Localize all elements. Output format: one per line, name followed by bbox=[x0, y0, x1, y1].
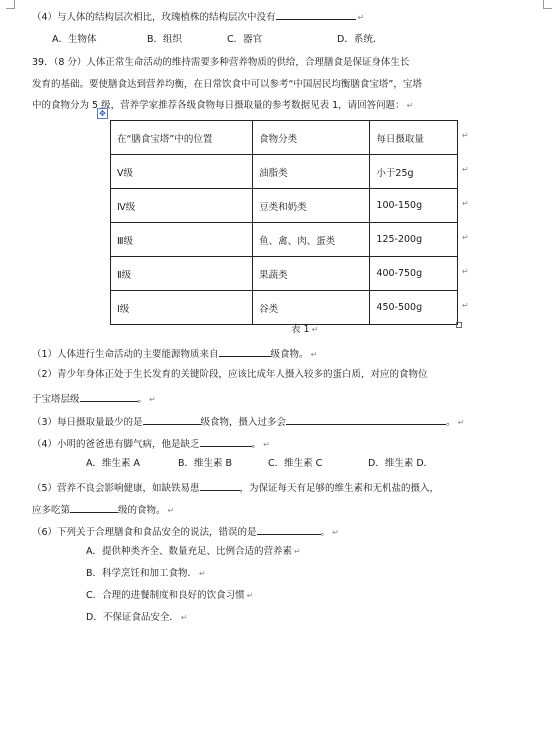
paragraph-mark: ↵ bbox=[332, 528, 339, 537]
table-resize-handle[interactable] bbox=[456, 322, 462, 328]
table-cell: 125-200g bbox=[370, 223, 458, 257]
sub-question-1-text-b: 级食物。 bbox=[270, 349, 309, 360]
option-a: A．提供种类齐全、数量充足、比例合适的营养素 bbox=[86, 546, 292, 557]
table-row bbox=[111, 223, 458, 257]
q39-line-2: 发育的基础。要使膳食达到营养均衡，在日常饮食中可以参考“中国居民均衡膳食宝塔”，宝塔 bbox=[32, 79, 422, 90]
table-row bbox=[111, 291, 458, 325]
sub-question-6-option-c bbox=[86, 589, 253, 603]
answer-blank[interactable] bbox=[80, 390, 138, 402]
paragraph-mark: ↵ bbox=[263, 440, 270, 449]
paragraph-mark: ↵ bbox=[199, 569, 206, 578]
table-cell: Ⅰ级 bbox=[111, 291, 253, 325]
option-d: D．不保证食品安全． bbox=[86, 612, 179, 623]
sub-question-5-text-d: 级的食物。 bbox=[118, 505, 166, 516]
paragraph-mark: ↵ bbox=[246, 591, 254, 600]
paragraph-mark: ↵ bbox=[149, 395, 156, 404]
sub-question-1-text-a: （1）人体进行生命活动的主要能源物质来自 bbox=[32, 349, 219, 360]
row-end-mark: ↵ bbox=[462, 131, 469, 140]
q39-line-3-text: 中的食物分为 5 级，营养学家推荐各级食物每日摄取量的参考数据见表 1，请回答问题： bbox=[32, 100, 405, 111]
table-cell: 豆类和奶类 bbox=[253, 189, 370, 223]
table-row bbox=[111, 155, 458, 189]
table-cell: Ⅲ级 bbox=[111, 223, 253, 257]
answer-blank[interactable] bbox=[200, 479, 240, 491]
table-cell: 100-150g bbox=[370, 189, 458, 223]
page-corner-marker-left bbox=[6, 0, 15, 9]
sub-question-2-line-2 bbox=[32, 390, 156, 407]
sub-question-5-line-2 bbox=[32, 501, 174, 518]
question-4-stem bbox=[32, 8, 364, 25]
sub-question-5-text-c: 应多吃第 bbox=[32, 505, 71, 516]
table-header-cell: 在“膳食宝塔”中的位置 bbox=[111, 121, 253, 155]
table-cell: 450-500g bbox=[370, 291, 458, 325]
q39-line-1: 39．（8 分）人体正常生命活动的维持需要多种营养物质的供给，合理膳食是保证身体生长 bbox=[32, 57, 410, 68]
option-d: D．维生素 D． bbox=[368, 458, 434, 469]
q39-line-3 bbox=[32, 99, 413, 113]
answer-blank[interactable] bbox=[70, 501, 118, 513]
table-caption bbox=[291, 323, 318, 337]
sub-question-4-options bbox=[86, 457, 433, 471]
table-cell: 果蔬类 bbox=[253, 257, 370, 291]
option-b: B．科学烹饪和加工食物． bbox=[86, 568, 198, 579]
sub-question-5-text-a: （5）营养不良会影响健康，如缺铁易患 bbox=[32, 483, 200, 494]
sub-question-3-text-a: （3）每日摄取量最少的是 bbox=[32, 417, 143, 428]
sub-question-4-text-b: 。 bbox=[251, 439, 262, 450]
table-cell: Ⅴ级 bbox=[111, 155, 253, 189]
sub-question-3-text-c: 。 bbox=[446, 417, 456, 428]
table-cell: 油脂类 bbox=[253, 155, 370, 189]
sub-question-3-text-b: 级食物，摄入过多会 bbox=[200, 417, 287, 428]
answer-blank[interactable] bbox=[219, 345, 271, 357]
answer-blank[interactable] bbox=[286, 413, 446, 425]
row-end-mark: ↵ bbox=[462, 301, 469, 310]
table-cell: 鱼、禽、肉、蛋类 bbox=[253, 223, 370, 257]
sub-question-6-option-b bbox=[86, 567, 206, 581]
option-a: A．生物体 bbox=[52, 34, 97, 45]
question-4-options bbox=[52, 33, 382, 47]
table-cell: 谷类 bbox=[253, 291, 370, 325]
table-cell: Ⅱ级 bbox=[111, 257, 253, 291]
answer-blank[interactable] bbox=[143, 413, 201, 425]
sub-question-2-line-1: （2）青少年身体正处于生长发育的关键阶段，应该比成年人摄入较多的蛋白质，对应的食物位 bbox=[32, 369, 428, 380]
option-b: B．组织 bbox=[147, 34, 183, 45]
sub-question-4-text-a: （4）小明的爸爸患有脚气病，他是缺乏 bbox=[32, 439, 200, 450]
sub-question-6 bbox=[32, 523, 339, 540]
sub-question-2-text-a: 于宝塔层级 bbox=[32, 394, 80, 405]
sub-question-5-line-1 bbox=[32, 479, 439, 496]
page-corner-marker-right bbox=[543, 0, 552, 9]
sub-question-6-option-a bbox=[86, 545, 301, 559]
table-cell: 400-750g bbox=[370, 257, 458, 291]
table-caption-text: 表 1 bbox=[291, 324, 310, 335]
sub-question-5-text-b: ，为保证每天有足够的维生素和无机盐的摄入， bbox=[239, 483, 440, 494]
row-end-mark: ↵ bbox=[462, 267, 469, 276]
table-header-row bbox=[111, 121, 458, 155]
option-a: A．维生素 A bbox=[86, 458, 141, 469]
paragraph-mark: ↵ bbox=[310, 350, 318, 359]
row-end-mark: ↵ bbox=[462, 199, 469, 208]
sub-question-4 bbox=[32, 435, 270, 452]
table-header-cell: 每日摄取量 bbox=[370, 121, 458, 155]
sub-question-1 bbox=[32, 345, 317, 362]
paragraph-mark: ↵ bbox=[357, 13, 365, 22]
paragraph-mark: ↵ bbox=[180, 613, 188, 622]
paragraph-mark: ↵ bbox=[294, 547, 301, 556]
food-pyramid-table bbox=[110, 120, 458, 325]
table-header-cell: 食物分类 bbox=[253, 121, 370, 155]
sub-question-6-text-a: （6）下列关于合理膳食和食品安全的说法，错误的是 bbox=[32, 527, 257, 538]
row-end-mark: ↵ bbox=[462, 165, 469, 174]
paragraph-mark: ↵ bbox=[167, 506, 175, 515]
answer-blank[interactable] bbox=[200, 435, 252, 447]
sub-question-6-text-b: 。 bbox=[320, 527, 331, 538]
sub-question-3 bbox=[32, 413, 464, 430]
option-b: B．维生素 B bbox=[178, 458, 233, 469]
paragraph-mark: ↵ bbox=[457, 418, 465, 427]
option-c: C．维生素 C bbox=[268, 458, 323, 469]
question-4-stem-text: （4）与人体的结构层次相比，玫瑰植株的结构层次中没有 bbox=[32, 12, 276, 23]
paragraph-mark: ↵ bbox=[406, 101, 414, 110]
option-c: C．合理的进餐制度和良好的饮食习惯 bbox=[86, 590, 245, 601]
option-d: D．系统． bbox=[337, 34, 383, 45]
answer-blank[interactable] bbox=[276, 8, 356, 20]
table-row bbox=[111, 257, 458, 291]
table-cell: 小于25g bbox=[370, 155, 458, 189]
table-row bbox=[111, 189, 458, 223]
move-anchor-icon[interactable]: ✥ bbox=[97, 108, 108, 119]
table-cell: Ⅳ级 bbox=[111, 189, 253, 223]
option-c: C．器官 bbox=[227, 34, 263, 45]
answer-blank[interactable] bbox=[257, 523, 321, 535]
sub-question-2-text-b: 。 bbox=[137, 394, 148, 405]
sub-question-6-option-d bbox=[86, 611, 188, 625]
row-end-mark: ↵ bbox=[462, 233, 469, 242]
paragraph-mark: ↵ bbox=[311, 325, 319, 334]
